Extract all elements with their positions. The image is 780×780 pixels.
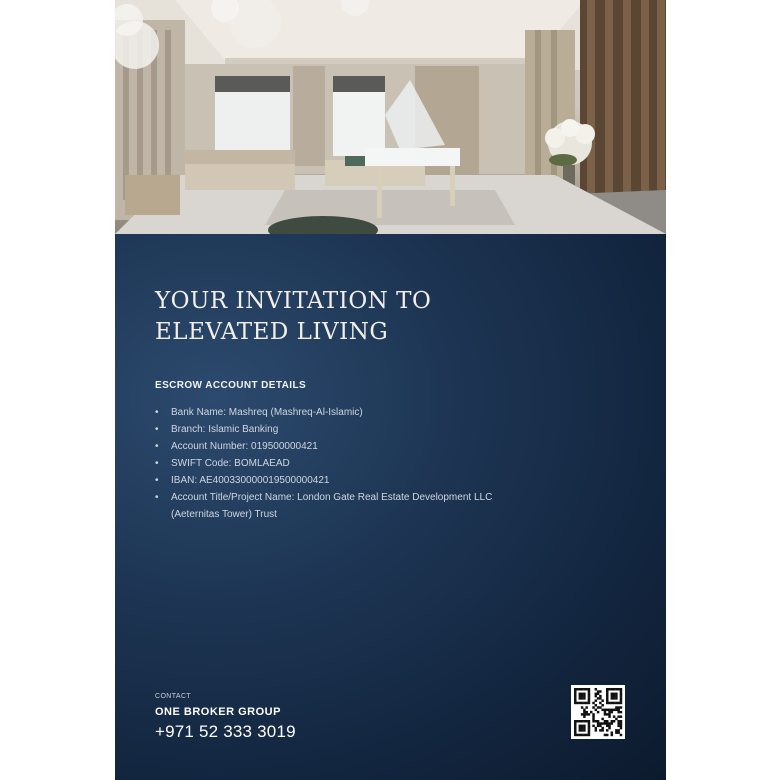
detail-branch: • Branch: Islamic Banking (155, 421, 515, 438)
escrow-title: ESCROW ACCOUNT DETAILS (155, 380, 307, 391)
interior-illustration (115, 0, 666, 234)
detail-swift-code: • SWIFT Code: BOMLAEAD (155, 455, 515, 472)
qr-code[interactable] (571, 685, 625, 739)
headline (155, 286, 625, 348)
brochure-page (115, 0, 666, 780)
detail-account-title: • Account Title/Project Name: London Gate Real Estate Development LLC (Aeternitas Tower) Trust (155, 489, 515, 523)
contact-label: CONTACT (155, 693, 192, 700)
info-panel (115, 234, 666, 780)
qr-code-graphic (571, 685, 625, 739)
headline-line-1: YOUR INVITATION TO (155, 288, 432, 314)
interior-photo (115, 0, 666, 234)
detail-account-number: • Account Number: 019500000421 (155, 438, 515, 455)
headline-line-2: ELEVATED LIVING (155, 319, 389, 345)
detail-bank-name: • Bank Name: Mashreq (Mashreq-Al-Islamic) (155, 404, 515, 421)
broker-name: ONE BROKER GROUP (155, 706, 281, 718)
phone-number[interactable]: +971 52 333 3019 (155, 722, 296, 741)
escrow-details-list (155, 404, 515, 523)
detail-iban: • IBAN: AE400330000019500000421 (155, 472, 515, 489)
